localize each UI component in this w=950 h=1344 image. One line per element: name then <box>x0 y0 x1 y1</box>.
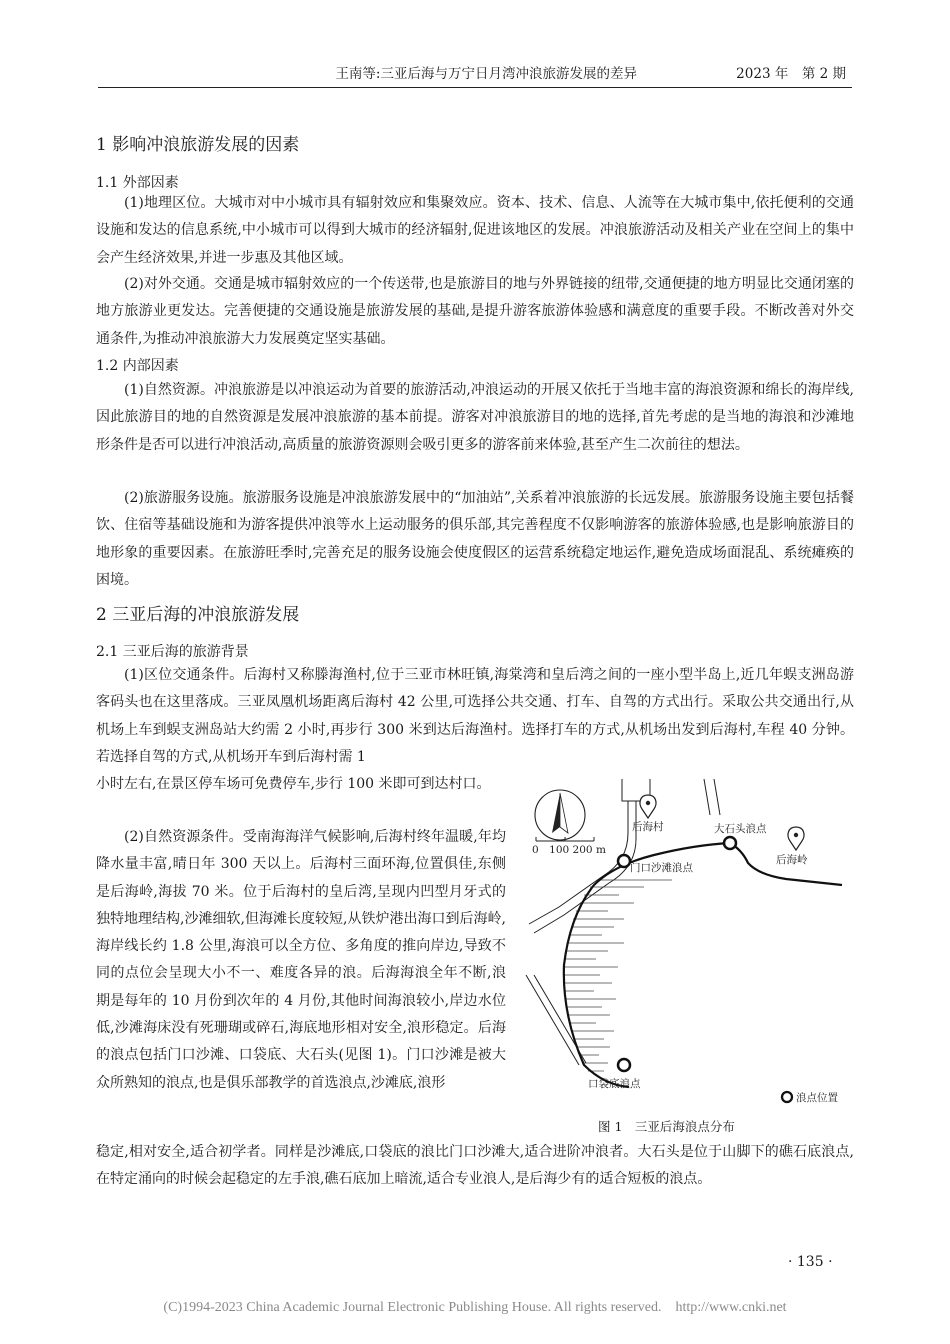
village-label: 后海村 <box>632 821 664 833</box>
paragraph-service-facilities: (2)旅游服务设施。旅游服务设施是冲浪旅游发展中的“加油站”,关系着冲浪旅游的长远发展。旅游服务设施主要包括餐饮、住宿等基础设施和为游客提供冲浪等水上运动服务的俱乐部,其完善程度不仅影响游客的旅游体验感,也是影响旅游目的地形象的重要因素。在旅游旺季时,完善充足的服务设施会使度假区的运营系统稳定地运作,避免造成场面混乱、系统瘫痪的困境。 <box>96 490 854 588</box>
section-heading-2: 2 三亚后海的冲浪旅游发展 <box>96 605 300 625</box>
page-number: · 135 · <box>788 1254 833 1270</box>
surf-spot-koudaidi-icon <box>618 1059 630 1071</box>
ridge-pin-icon <box>788 827 804 850</box>
ridge-label: 后海岭 <box>776 854 808 866</box>
surf-spot-dashitou-icon <box>724 837 736 849</box>
section-heading-1: 1 影响冲浪旅游发展的因素 <box>96 135 300 155</box>
paragraph-location-traffic: (1)区位交通条件。后海村又称滕海渔村,位于三亚市林旺镇,海棠湾和皇后湾之间的一座小型半岛上,近几年蜈支洲岛游客码头也在这里落成。三亚凤凰机场距离后海村 42 公里,可选择公共交通、打车、自驾的方式出行。采取公共交通出行,从机场上车到蜈支洲岛站大约需 2 小时,再步行 300 米到达后海渔村。选择打车的方式,从机场出发到后海村,车程 40 分钟。若选择自驾的方式,从机场开车到后海村需 1 <box>96 667 854 765</box>
running-header-title: 王南等:三亚后海与万宁日月湾冲浪旅游发展的差异 <box>335 66 637 82</box>
figure-caption: 图 1 三亚后海浪点分布 <box>598 1119 735 1134</box>
north-arrow-icon <box>535 790 585 840</box>
subsection-heading-1-1: 1.1 外部因素 <box>96 175 179 191</box>
dashitou-label: 大石头浪点 <box>714 823 767 835</box>
paragraph-transport: (2)对外交通。交通是城市辐射效应的一个传送带,也是旅游目的地与外界链接的纽带,交通便捷的地方明显比交通闭塞的地方旅游业更发达。完善便捷的交通设施是旅游发展的基础,是提升游客旅游体验感和满意度的重要手段。不断改善对外交通条件,为推动冲浪旅游大力发展奠定坚实基础。 <box>96 276 854 347</box>
paragraph-natural-conditions-cont: 稳定,相对安全,适合初学者。同样是沙滩底,口袋底的浪比门口沙滩大,适合进阶冲浪者。大石头是位于山脚下的礁石底浪点,在特定涌向的时候会起稳定的左手浪,礁石底加上暗流,适合专业浪人,是后海少有的适合短板的浪点。 <box>96 1144 854 1188</box>
surf-spot-map-svg <box>524 775 854 1105</box>
paragraph-natural-resources: (1)自然资源。冲浪旅游是以冲浪运动为首要的旅游活动,冲浪运动的开展又依托于当地丰富的海浪资源和绵长的海岸线,因此旅游目的地的自然资源是发展冲浪旅游的基本前提。游客对冲浪旅游目的地的选择,首先考虑的是当地的海浪和沙滩地形条件是否可以进行冲浪活动,高质量的旅游资源则会吸引更多的游客前来体验,甚至产生二次前往的想法。 <box>96 382 854 453</box>
surf-spot-map <box>524 775 854 1105</box>
surf-spot-menkou-icon <box>618 855 630 867</box>
paragraph-geography: (1)地理区位。大城市对中小城市具有辐射效应和集聚效应。资本、技术、信息、人流等在大城市集中,依托便利的交通设施和发达的信息系统,中小城市可以得到大城市的经济辐射,促进该地区的发展。冲浪旅游活动及相关产业在空间上的集中会产生经济效果,并进一步惠及其他区域。 <box>96 195 854 266</box>
running-header-issue: 2023 年 第 2 期 <box>736 66 846 82</box>
legend-label: 浪点位置 <box>796 1092 838 1104</box>
subsection-heading-2-1: 2.1 三亚后海的旅游背景 <box>96 644 249 660</box>
koudaidi-label: 口袋底浪点 <box>588 1078 641 1090</box>
legend-surf-spot-icon <box>782 1092 792 1102</box>
scale-bar-label: 0 100 200 m <box>532 844 606 856</box>
coastline <box>564 843 730 1087</box>
village-pin-icon <box>640 795 656 818</box>
paragraph-natural-conditions: (2)自然资源条件。受南海海洋气候影响,后海村终年温暖,年均降水量丰富,晴日年 300 天以上。后海村三面环海,位置俱佳,东侧是后海岭,海拔 70 米。位于后海村的皇后湾,呈现内凹型月牙式的独特地理结构,沙滩细软,但海滩长度较短,从铁炉港出海口到后海岭,海岸线长约 1.8 公里,海浪可以全方位、多角度的推向岸边,导致不同的点位会呈现大小不一、难度各异的浪。后海海浪全年不断,浪期是每年的 10 月份到次年的 4 月份,其他时间海浪较小,岸边水位低,沙滩海床没有死珊瑚或碎石,海底地形相对安全,浪形稳定。后海的浪点包括门口沙滩、口袋底、大石头(见图 1)。门口沙滩是被大众所熟知的浪点,也是俱乐部教学的首选浪点,沙滩底,浪形 <box>96 829 506 1091</box>
paragraph-location-traffic-cont: 小时左右,在景区停车场可免费停车,步行 100 米即可到达村口。 <box>96 776 491 792</box>
running-header <box>98 63 852 88</box>
subsection-heading-1-2: 1.2 内部因素 <box>96 358 179 374</box>
menkou-label: 门口沙滩浪点 <box>630 862 693 874</box>
copyright-footer: (C)1994-2023 China Academic Journal Electronic Publishing House. All rights reserved. http://www.cnki.net <box>163 1300 787 1315</box>
